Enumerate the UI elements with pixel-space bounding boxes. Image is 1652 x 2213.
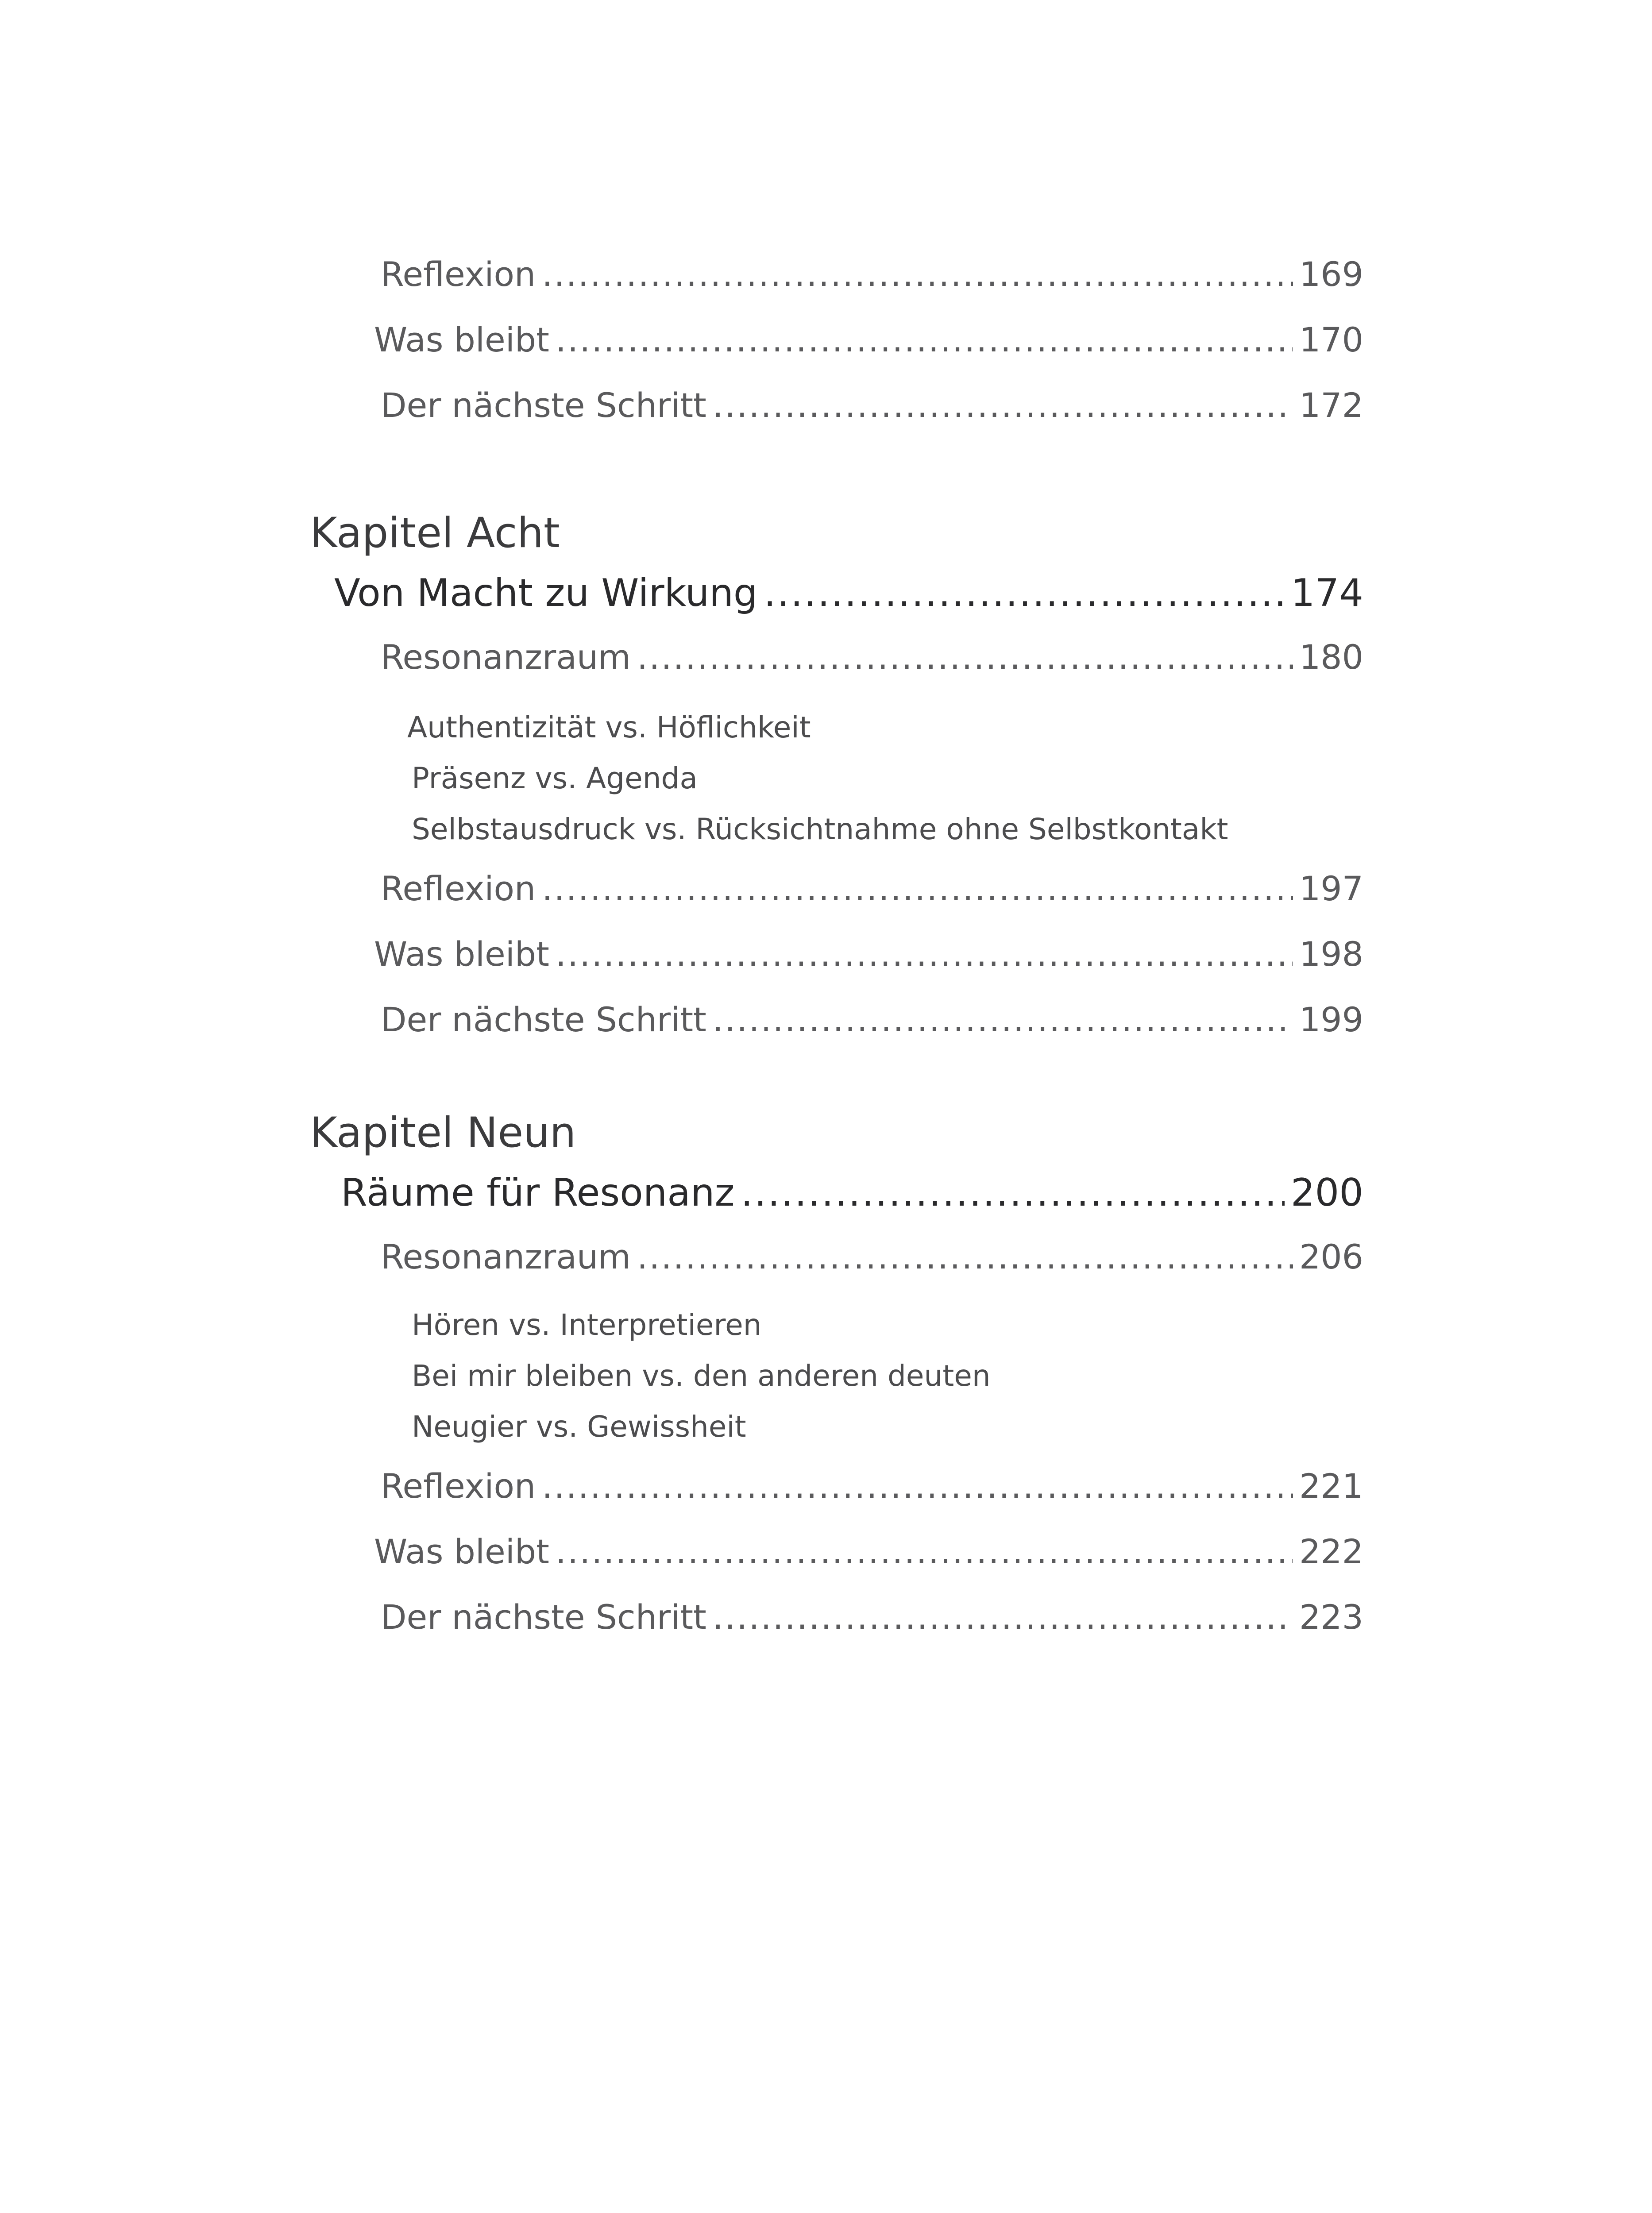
toc-entry-was-bleibt[interactable] xyxy=(374,320,1363,359)
toc-subitem[interactable]: Präsenz vs. Agenda xyxy=(412,761,698,795)
leader-dots xyxy=(637,637,1293,677)
toc-entry-label: Was bleibt xyxy=(374,934,549,974)
toc-entry-page: 198 xyxy=(1299,934,1363,974)
toc-entry-label: Der nächste Schritt xyxy=(381,1597,706,1637)
toc-entry-label: Resonanzraum xyxy=(381,1237,631,1276)
toc-entry-page: 199 xyxy=(1299,1000,1363,1039)
leader-dots xyxy=(713,1597,1293,1637)
toc-entry-page: 206 xyxy=(1299,1237,1363,1276)
toc-entry-label: Reflexion xyxy=(381,254,536,294)
leader-dots xyxy=(713,1000,1293,1039)
leader-dots xyxy=(542,1466,1293,1506)
toc-entry-resonanzraum[interactable] xyxy=(381,637,1363,677)
leader-dots xyxy=(764,571,1285,615)
toc-entry-page: 197 xyxy=(1299,869,1363,908)
chapter-heading: Kapitel Acht xyxy=(310,509,560,557)
toc-subitem[interactable]: Authentizität vs. Höflichkeit xyxy=(407,710,811,744)
toc-entry-page: 221 xyxy=(1299,1466,1363,1506)
toc-entry-page: 223 xyxy=(1299,1597,1363,1637)
toc-entry-page: 172 xyxy=(1299,386,1363,425)
leader-dots xyxy=(637,1237,1293,1276)
toc-entry-page: 222 xyxy=(1299,1532,1363,1571)
leader-dots xyxy=(542,254,1293,294)
toc-entry-label: Von Macht zu Wirkung xyxy=(334,571,758,615)
leader-dots xyxy=(556,934,1293,974)
toc-entry-page: 170 xyxy=(1299,320,1363,359)
toc-entry-label: Der nächste Schritt xyxy=(381,1000,706,1039)
toc-entry-resonanzraum[interactable] xyxy=(381,1237,1363,1276)
toc-entry-reflexion[interactable] xyxy=(381,869,1363,908)
toc-entry-naechster-schritt[interactable] xyxy=(381,1597,1363,1637)
toc-entry-naechster-schritt[interactable] xyxy=(381,386,1363,425)
toc-entry-label: Was bleibt xyxy=(374,1532,549,1571)
toc-entry-page: 180 xyxy=(1299,637,1363,677)
toc-entry-label: Reflexion xyxy=(381,1466,536,1506)
toc-entry-was-bleibt[interactable] xyxy=(374,934,1363,974)
leader-dots xyxy=(741,1171,1285,1215)
toc-entry-naechster-schritt[interactable] xyxy=(381,1000,1363,1039)
toc-subitem[interactable]: Selbstausdruck vs. Rücksichtnahme ohne Selbstkontakt xyxy=(412,812,1228,846)
toc-entry-page: 169 xyxy=(1299,254,1363,294)
toc-entry-label: Was bleibt xyxy=(374,320,549,359)
toc-entry-reflexion[interactable] xyxy=(381,254,1363,294)
toc-entry-chapter-title[interactable] xyxy=(334,571,1363,615)
toc-entry-label: Der nächste Schritt xyxy=(381,386,706,425)
toc-subitem[interactable]: Neugier vs. Gewissheit xyxy=(412,1410,746,1444)
chapter-heading: Kapitel Neun xyxy=(310,1109,576,1157)
leader-dots xyxy=(556,1532,1293,1571)
leader-dots xyxy=(542,869,1293,908)
toc-entry-reflexion[interactable] xyxy=(381,1466,1363,1506)
toc-entry-label: Räume für Resonanz xyxy=(341,1171,735,1215)
toc-entry-chapter-title[interactable] xyxy=(341,1171,1363,1215)
toc-entry-label: Reflexion xyxy=(381,869,536,908)
toc-entry-was-bleibt[interactable] xyxy=(374,1532,1363,1571)
leader-dots xyxy=(713,386,1293,425)
toc-entry-page: 174 xyxy=(1290,571,1363,615)
toc-subitem[interactable]: Bei mir bleiben vs. den anderen deuten xyxy=(412,1359,991,1393)
toc-entry-label: Resonanzraum xyxy=(381,637,631,677)
leader-dots xyxy=(556,320,1293,359)
toc-subitem[interactable]: Hören vs. Interpretieren xyxy=(412,1308,762,1342)
toc-entry-page: 200 xyxy=(1290,1171,1363,1215)
